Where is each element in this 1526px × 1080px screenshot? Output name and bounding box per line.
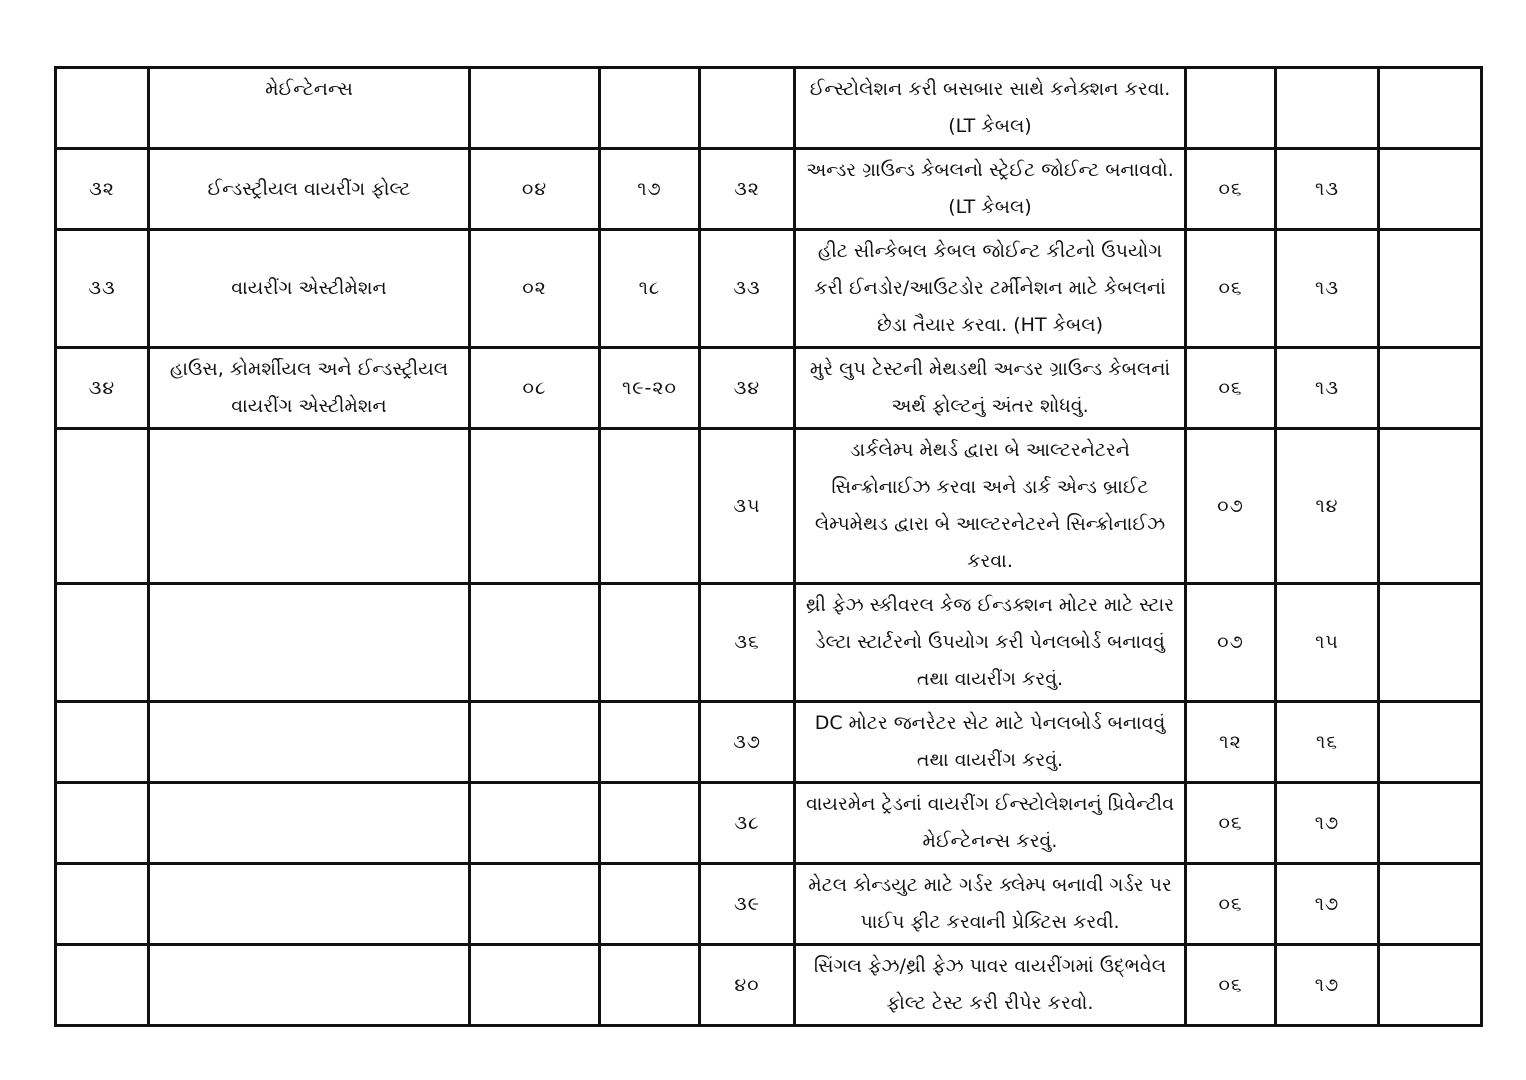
experiment-hours-cell: ૦૭ [1186,584,1276,702]
table-row [56,945,1482,1026]
week-cell [600,584,700,702]
experiment-no-cell: ૪૦ [700,945,795,1026]
experiment-week-cell: ૧૫ [1276,584,1379,702]
hours-cell [470,783,600,864]
experiment-week-cell [1276,68,1379,149]
week-cell: ૧૮ [600,230,700,348]
remark-cell [1379,864,1482,945]
sr-no-cell [56,783,149,864]
experiment-hours-cell: ૦૬ [1186,864,1276,945]
experiment-week-cell: ૧૭ [1276,945,1379,1026]
experiment-week-cell: ૧૩ [1276,149,1379,230]
table-row [56,429,1482,584]
hours-cell: ૦૨ [470,230,600,348]
remark-cell [1379,945,1482,1026]
experiment-hours-cell: ૦૬ [1186,230,1276,348]
experiment-week-cell: ૧૭ [1276,864,1379,945]
table-row [56,584,1482,702]
experiment-hours-cell: ૦૬ [1186,945,1276,1026]
sr-no-cell: ૩૨ [56,149,149,230]
remark-cell [1379,783,1482,864]
experiment-no-cell: ૩૨ [700,149,795,230]
week-cell [600,429,700,584]
experiment-no-cell: ૩૯ [700,864,795,945]
topic-cell [149,584,470,702]
experiment-no-cell: ૩૮ [700,783,795,864]
sr-no-cell [56,702,149,783]
experiment-hours-cell: ૦૬ [1186,783,1276,864]
experiment-hours-cell [1186,68,1276,149]
experiment-hours-cell: ૦૬ [1186,149,1276,230]
experiment-no-cell [700,68,795,149]
hours-cell [470,429,600,584]
table-body [56,68,1482,1026]
topic-cell: વાયરીંગ એસ્ટીમેશન [149,230,470,348]
topic-cell [149,429,470,584]
week-cell [600,68,700,149]
hours-cell [470,702,600,783]
remark-cell [1379,702,1482,783]
experiment-cell: થ્રી ફેઝ સ્કીવરલ કેજ ઈન્ડક્શન મોટર માટે સ્ટાર ડેલ્ટા સ્ટાર્ટરનો ઉપયોગ કરી પેનલબોર્ડ બનાવવું તથા વાયરીંગ કરવું. [795,584,1186,702]
hours-cell [470,945,600,1026]
experiment-cell: હીટ સીન્કેબલ કેબલ જોઈન્ટ કીટનો ઉપયોગ કરી ઈનડોર/આઉટડોર ટર્મીનેશન માટે કેબલનાં છેડા તૈયાર કરવા. (HT કેબલ) [795,230,1186,348]
sr-no-cell [56,864,149,945]
experiment-cell: સિંગલ ફેઝ/થ્રી ફેઝ પાવર વાયરીંગમાં ઉદ્ભવેલ ફોલ્ટ ટેસ્ટ કરી રીપેર કરવો. [795,945,1186,1026]
topic-cell [149,945,470,1026]
week-cell [600,702,700,783]
week-cell [600,864,700,945]
topic-cell: મેઈન્ટેનન્સ [149,68,470,149]
topic-cell: હાઉસ, કોમર્શીયલ અને ઈન્ડસ્ટ્રીયલ વાયરીંગ એસ્ટીમેશન [149,348,470,429]
sr-no-cell [56,945,149,1026]
hours-cell [470,68,600,149]
sr-no-cell: ૩૩ [56,230,149,348]
experiment-cell: મેટલ કોન્ડયુટ માટે ગર્ડર ક્લેમ્પ બનાવી ગર્ડર પર પાઈપ ફીટ કરવાની પ્રેક્ટિસ કરવી. [795,864,1186,945]
hours-cell [470,864,600,945]
experiment-cell: ઈન્સ્ટોલેશન કરી બસબાર સાથે કનેક્શન કરવા.(LT કેબલ) [795,68,1186,149]
remark-cell [1379,429,1482,584]
topic-cell: ઈન્ડસ્ટ્રીયલ વાયરીંગ ફોલ્ટ [149,149,470,230]
experiment-cell: DC મોટર જનરેટર સેટ માટે પેનલબોર્ડ બનાવવું તથા વાયરીંગ કરવું. [795,702,1186,783]
sr-no-cell [56,429,149,584]
hours-cell [470,584,600,702]
experiment-week-cell: ૧૬ [1276,702,1379,783]
experiment-hours-cell: ૦૬ [1186,348,1276,429]
table-row [56,783,1482,864]
hours-cell: ૦૮ [470,348,600,429]
experiment-no-cell: ૩૩ [700,230,795,348]
week-cell [600,945,700,1026]
week-cell: ૧૭ [600,149,700,230]
experiment-no-cell: ૩૭ [700,702,795,783]
experiment-cell: અન્ડર ગ્રાઉન્ડ કેબલનો સ્ટ્રેઈટ જોઈન્ટ બનાવવો. (LT કેબલ) [795,149,1186,230]
remark-cell [1379,149,1482,230]
experiment-hours-cell: ૦૭ [1186,429,1276,584]
experiment-cell: મુરે લુપ ટેસ્ટની મેથડથી અન્ડર ગ્રાઉન્ડ કેબલનાં અર્થ ફોલ્ટનું અંતર શોધવું. [795,348,1186,429]
remark-cell [1379,230,1482,348]
experiment-week-cell: ૧૭ [1276,783,1379,864]
hours-cell: ૦૪ [470,149,600,230]
experiment-week-cell: ૧૩ [1276,230,1379,348]
experiment-no-cell: ૩૪ [700,348,795,429]
table-row [56,702,1482,783]
remark-cell [1379,348,1482,429]
experiment-cell: ડાર્કલેમ્પ મેથર્ડ દ્વારા બે આલ્ટરનેટરને સિન્ક્રોનાઈઝ કરવા અને ડાર્ક એન્ડ બ્રાઈટ લેમ્પમેથડ દ્વારા બે આલ્ટરનેટરને સિન્ક્રોનાઈઝ કરવા. [795,429,1186,584]
experiment-no-cell: ૩૬ [700,584,795,702]
experiment-week-cell: ૧૪ [1276,429,1379,584]
experiment-week-cell: ૧૩ [1276,348,1379,429]
remark-cell [1379,584,1482,702]
week-cell [600,783,700,864]
syllabus-table [54,66,1483,1027]
table-row [56,68,1482,149]
week-cell: ૧૯-૨૦ [600,348,700,429]
experiment-cell: વાયરમેન ટ્રેડનાં વાયરીંગ ઈન્સ્ટોલેશનનું પ્રિવેન્ટીવ મેઈન્ટેનન્સ કરવું. [795,783,1186,864]
topic-cell [149,864,470,945]
table-row [56,230,1482,348]
sr-no-cell [56,584,149,702]
sr-no-cell [56,68,149,149]
remark-cell [1379,68,1482,149]
topic-cell [149,783,470,864]
experiment-no-cell: ૩૫ [700,429,795,584]
topic-cell [149,702,470,783]
experiment-hours-cell: ૧૨ [1186,702,1276,783]
sr-no-cell: ૩૪ [56,348,149,429]
table-row [56,348,1482,429]
table-row [56,149,1482,230]
table-row [56,864,1482,945]
